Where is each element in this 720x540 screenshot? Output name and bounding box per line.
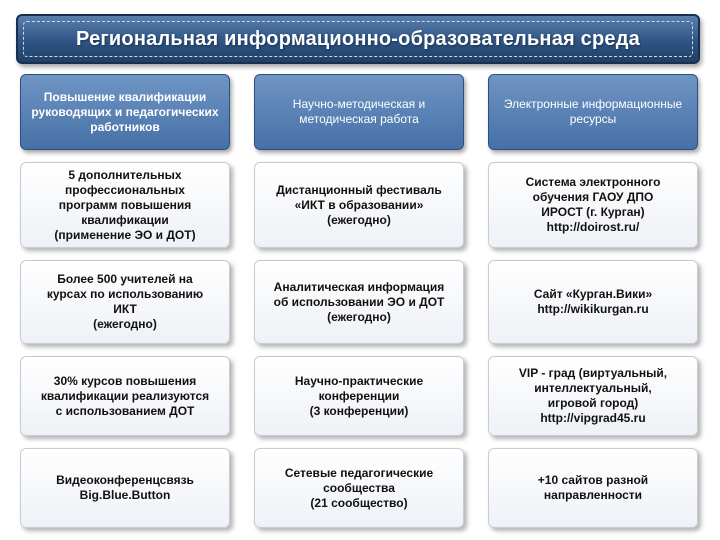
cell-methodology-communities: Сетевые педагогические сообщества (21 сообщество) (254, 448, 464, 528)
cell-resources-elearning: Система электронного обучения ГАОУ ДПО ИРОСТ (г. Курган) http://doirost.ru/ (488, 162, 698, 248)
cell-methodology-analytics: Аналитическая информация об использовании ЭО и ДОТ (ежегодно) (254, 260, 464, 344)
cell-resources-vipgrad: VIP - град (виртуальный, интеллектуальный, игровой город) http://vipgrad45.ru (488, 356, 698, 436)
cell-resources-wiki: Сайт «Курган.Вики» http://wikikurgan.ru (488, 260, 698, 344)
cell-qualification-teachers: Более 500 учителей на курсах по использованию ИКТ (ежегодно) (20, 260, 230, 344)
resource-grid (20, 74, 706, 534)
title-banner (16, 14, 700, 64)
page-title: Региональная информационно-образовательная среда (76, 27, 640, 50)
column-header-qualification: Повышение квалификации руководящих и педагогических работников (20, 74, 230, 150)
cell-qualification-dot-courses: 30% курсов повышения квалификации реализуются с использованием ДОТ (20, 356, 230, 436)
column-header-methodology: Научно-методическая и методическая работа (254, 74, 464, 150)
cell-methodology-festival: Дистанционный фестиваль «ИКТ в образовании» (ежегодно) (254, 162, 464, 248)
column-header-resources: Электронные информационные ресурсы (488, 74, 698, 150)
cell-methodology-conferences: Научно-практические конференции (3 конференции) (254, 356, 464, 436)
cell-resources-sites: +10 сайтов разной направленности (488, 448, 698, 528)
cell-qualification-videoconf: Видеоконференцсвязь Big.Blue.Button (20, 448, 230, 528)
cell-qualification-programs: 5 дополнительных профессиональных программ повышения квалификации (применение ЭО и ДОТ) (20, 162, 230, 248)
